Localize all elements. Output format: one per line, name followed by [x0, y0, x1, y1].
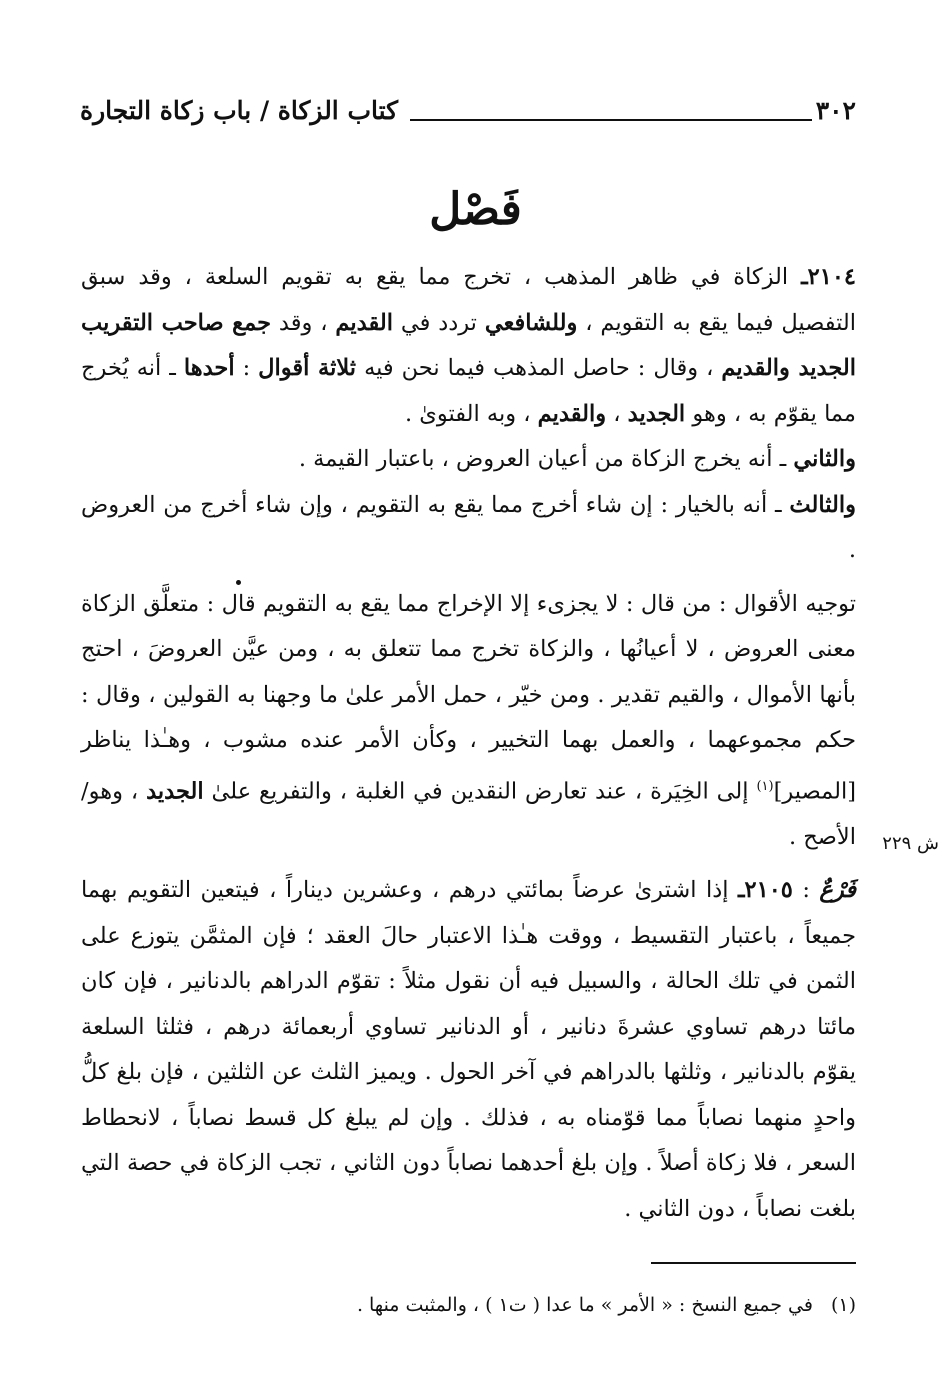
text-run: ـ أنه يُخرج مما يقوّم به ، وهو	[81, 355, 856, 427]
text-run: :	[792, 877, 820, 903]
manuscript-page-reference: ش ٢٢٩	[882, 833, 939, 854]
text-run: ، وهو/ الأصح .	[81, 778, 856, 850]
paragraph-second-opinion	[81, 437, 856, 483]
margin-dot	[236, 580, 241, 585]
bold-term: والثاني	[793, 446, 856, 472]
issue-number: ٢١٠٥ـ	[737, 877, 793, 903]
text-run: توجيه الأقوال : من قال : لا يجزىء إلا الإخراج مما يقع به التقويم قال : متعلَّق الزكاة معنى العروض ، لا أعيانُها ، والزكاة تخرج مما تتعلق به ، ومن عيَّن العروضَ ، احتج بأنها الأموال ، والقيم تقدير . ومن خيّر ، حمل الأمر علىٰ ما وجهنا به القولين ، وقال : حكم مجموعهما ، والعمل بهما التخيير ، وكأن الأمر عنده مشوب ، وهـٰذا يناظر [المصير]	[81, 590, 856, 804]
text-run: ،	[606, 400, 628, 427]
footnote-text: في جميع النسخ : « الأمر » ما عدا ( ت١ ) ، والمثبت منها .	[356, 1294, 813, 1316]
section-heading: فَصْل	[429, 184, 522, 235]
main-text	[81, 255, 856, 1232]
bold-term: الجديد	[146, 778, 204, 804]
paragraph-reasoning	[81, 582, 856, 861]
text-run: إذا اشترىٰ عرضاً بمائتي درهم ، وعشرين ديناراً ، فيتعين التقويم بهما جميعاً ، باعتبار التقسيط ، ووقت هـٰذا الاعتبار حالَ العقد ؛ فإن المثمَّن يتوزع على الثمن في تلك الحالة ، والسبيل فيه أن نقول مثلاً : تقوّم الدراهم بالدنانير ، فإن كان مائتا درهم تساوي عشرةَ دنانير ، أو الدنانير تساوي أربعمائة درهم ، فثلثا السلعة يقوّم بالدنانير ، وثلثها بالدراهم في آخر الحول . ويميز الثلث عن الثلثين ، فإن بلغ كلُّ واحدٍ منهما نصاباً مما قوّمناه به ، فذلك . وإن لم يبلغ كل قسط نصاباً ، لانحطاط السعر ، فلا زكاة أصلاً . وإن بلغ أحدهما نصاباً دون الثاني ، تجب الزكاة في حصة التي بلغت نصاباً ، دون الثاني .	[81, 877, 856, 1222]
text-run: ـ أنه يخرج الزكاة من أعيان العروض ، باعتبار القيمة .	[298, 446, 794, 472]
branch-label: فَرْعٌ	[819, 877, 856, 903]
bold-term: والقديم	[537, 400, 607, 427]
issue-number: ٢١٠٤ـ	[801, 264, 856, 290]
bold-term: ثلاثة أقوال	[258, 355, 357, 381]
footnote-rule	[651, 1262, 856, 1264]
text-run: ، وقال : حاصل المذهب فيما نحن فيه	[356, 355, 722, 381]
footnote	[81, 1290, 856, 1320]
text-run: ، وقد	[271, 309, 336, 336]
paragraph-third-opinion	[81, 483, 856, 574]
text-run: تردد في	[392, 309, 485, 336]
bold-term: أحدها	[183, 355, 235, 381]
bold-term: جمع صاحب التقريب الجديد والقديم	[81, 309, 856, 381]
running-header	[80, 90, 856, 130]
text-run: :	[234, 355, 259, 381]
text-run: ، وبه الفتوىٰ .	[404, 400, 538, 427]
bold-term: والثالث	[789, 491, 856, 518]
bold-term: القديم	[335, 309, 393, 336]
paragraph-2105	[81, 868, 856, 1232]
paragraph-2104	[81, 255, 856, 437]
bold-term: الجديد	[627, 400, 686, 427]
bold-term: وللشافعي	[484, 309, 578, 336]
header-rule	[410, 119, 812, 121]
text-run: إلى الخِيَرة ، عند تعارض النقدين في الغلبة ، والتفريع علىٰ	[203, 778, 757, 804]
footnote-marker[interactable]: (١)	[756, 778, 774, 794]
page-number: ٣٠٢	[815, 95, 856, 125]
footnote-number: (١)	[830, 1294, 856, 1316]
text-run: الزكاة في ظاهر المذهب ، تخرج مما يقع به تقويم السلعة ، وقد سبق التفصيل فيما يقع به التقويم ،	[81, 264, 856, 336]
text-run: ـ أنه بالخيار : إن شاء أخرج مما يقع به التقويم ، وإن شاء أخرج من العروض .	[81, 491, 856, 563]
book-chapter-title: كتاب الزكاة / باب زكاة التجارة	[80, 95, 399, 125]
